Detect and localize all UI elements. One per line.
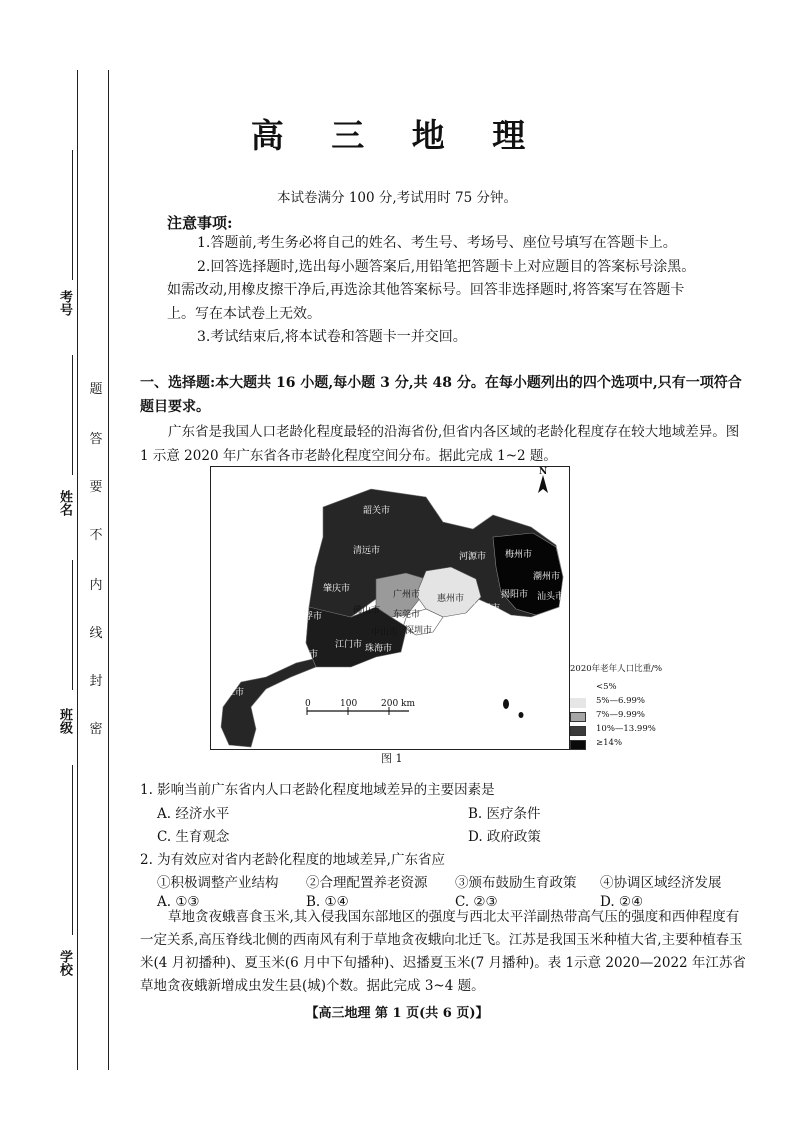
legend-label: <5% xyxy=(596,682,617,692)
legend-swatch xyxy=(570,726,586,736)
guangdong-map xyxy=(210,466,570,750)
scale-label: 200 km xyxy=(381,699,416,709)
section-heading: 一、选择题:本大题共 16 小题,每小题 3 分,共 48 分。在每小题列出的四个选项中,只有一项符合题目要求。 xyxy=(140,375,742,415)
question-1-stem: 1. 影响当前广东省内人口老龄化程度地域差异的主要因素是 xyxy=(140,782,495,798)
option-c: C. 生育观念 xyxy=(157,829,230,845)
option-d: D. 政府政策 xyxy=(468,829,541,845)
seal-char: 封 xyxy=(89,674,103,689)
seal-char: 线 xyxy=(89,626,103,641)
seal-char: 密 xyxy=(89,722,103,737)
note-item: 2.回答选择题时,选出每小题答案后,用铅笔把答题卡上对应题目的答案标号涂黑。如需改动,用橡皮擦干净后,再选涂其他答案标号。回答非选择题时,将答案写在答题卡上。写在本试卷上无效。 xyxy=(167,258,696,322)
school-label: 学校 xyxy=(57,950,72,976)
city-label: 揭阳市 xyxy=(501,590,529,600)
city-label: 珠海市 xyxy=(365,644,393,654)
legend-swatch xyxy=(570,698,586,708)
compass-arrow xyxy=(538,475,548,493)
city-label: 佛山市 xyxy=(353,606,381,616)
city-label: 东莞市 xyxy=(393,610,421,620)
name-label: 姓名 xyxy=(57,490,72,516)
page-footer: 【高三地理 第 1 页(共 6 页)】 xyxy=(305,1006,489,1021)
city-label: 清远市 xyxy=(353,546,381,556)
city-label: 湛江市 xyxy=(217,688,245,698)
city-label: 广州市 xyxy=(393,590,421,600)
choice-1: ①积极调整产业结构 xyxy=(157,875,279,891)
scale-label: 100 xyxy=(340,699,358,709)
city-label: 河源市 xyxy=(459,552,487,562)
legend-label: 5%—6.99% xyxy=(596,696,645,706)
city-label: 江门市 xyxy=(335,640,363,650)
note-item: 1.答题前,考生务必将自己的姓名、考生号、考场号、座位号填写在答题卡上。 xyxy=(197,235,677,251)
choice-4: ④协调区域经济发展 xyxy=(600,875,722,891)
city-label: 阳江市 xyxy=(291,650,319,660)
seal-line xyxy=(108,70,109,1070)
choice-2: ②合理配置养老资源 xyxy=(306,875,428,891)
class-blank xyxy=(72,560,73,690)
option-d: D. ②④ xyxy=(600,894,644,910)
city-label: 汕尾市 xyxy=(473,604,501,614)
legend-label: 10%—13.99% xyxy=(596,724,656,734)
city-label: 茂名市 xyxy=(251,652,279,662)
city-label: 云浮市 xyxy=(295,612,323,622)
figure-caption: 图 1 xyxy=(381,752,403,765)
note-item: 3.考试结束后,将本试卷和答题卡一并交回。 xyxy=(197,329,467,345)
island xyxy=(503,699,509,709)
question-2-stem: 2. 为有效应对省内老龄化程度的地域差异,广东省应 xyxy=(140,852,445,868)
exam-number-label: 考号 xyxy=(57,290,72,316)
city-label: 中山市 xyxy=(371,628,399,638)
compass-label: N xyxy=(539,467,548,477)
legend-label: ≥14% xyxy=(596,738,623,748)
binding-sidebar xyxy=(0,0,112,1123)
seal-char: 内 xyxy=(89,578,103,593)
city-label: 肇庆市 xyxy=(323,584,351,594)
page-title: 高 三 地 理 xyxy=(250,116,544,155)
city-label: 深圳市 xyxy=(405,626,433,636)
school-blank xyxy=(72,765,73,935)
intro-paragraph-2: 草地贪夜蛾喜食玉米,其入侵我国东部地区的强度与西北太平洋副热带高气压的强度和西伸程度有一定关系,高压脊线北侧的西南风有利于草地贪夜蛾向北迁飞。江苏是我国玉米种植大省,主要种植春玉米(4 月初播种)、夏玉米(6 月中下旬播种)、迟播夏玉米(7 月播种)。表 1示意 2020—2022 年江苏省草地贪夜蛾新增成虫发生县(城)个数。据此完成 3~4 题。 xyxy=(140,909,746,994)
notes-title: 注意事项: xyxy=(167,214,233,232)
class-label: 班级 xyxy=(57,708,72,734)
choice-3: ③颁布鼓励生育政策 xyxy=(455,875,577,891)
seal-char: 不 xyxy=(89,528,103,543)
legend-title: 2020年老年人口比重/% xyxy=(570,664,663,674)
option-a: A. 经济水平 xyxy=(157,806,230,822)
seal-char: 题 xyxy=(89,382,103,397)
seal-char: 要 xyxy=(89,480,103,495)
island xyxy=(519,712,524,718)
city-label: 潮州市 xyxy=(533,572,561,582)
name-blank xyxy=(72,355,73,475)
city-label: 韶关市 xyxy=(363,506,391,516)
intro-paragraph: 广东省是我国人口老龄化程度最轻的沿海省份,但省内各区域的老龄化程度存在较大地域差异。图 1 示意 2020 年广东省各市老龄化程度空间分布。据此完成 1~2 题。 xyxy=(140,424,740,464)
legend-swatch xyxy=(570,740,586,750)
option-b: B. ①④ xyxy=(306,894,349,910)
exam-info: 本试卷满分 100 分,考试用时 75 分钟。 xyxy=(277,190,517,206)
legend-label: 7%—9.99% xyxy=(596,710,645,720)
option-b: B. 医疗条件 xyxy=(468,806,541,822)
legend-swatch xyxy=(570,712,586,722)
option-c: C. ②③ xyxy=(455,894,498,910)
city-label: 惠州市 xyxy=(437,594,465,604)
exam-number-blank xyxy=(72,150,73,280)
scale-label: 0 xyxy=(305,699,311,709)
option-a: A. ①③ xyxy=(157,894,200,910)
notes-list xyxy=(167,232,707,350)
city-label: 汕头市 xyxy=(537,592,565,602)
binding-line xyxy=(77,70,78,1070)
seal-char: 答 xyxy=(89,432,103,447)
city-label: 梅州市 xyxy=(505,550,533,560)
